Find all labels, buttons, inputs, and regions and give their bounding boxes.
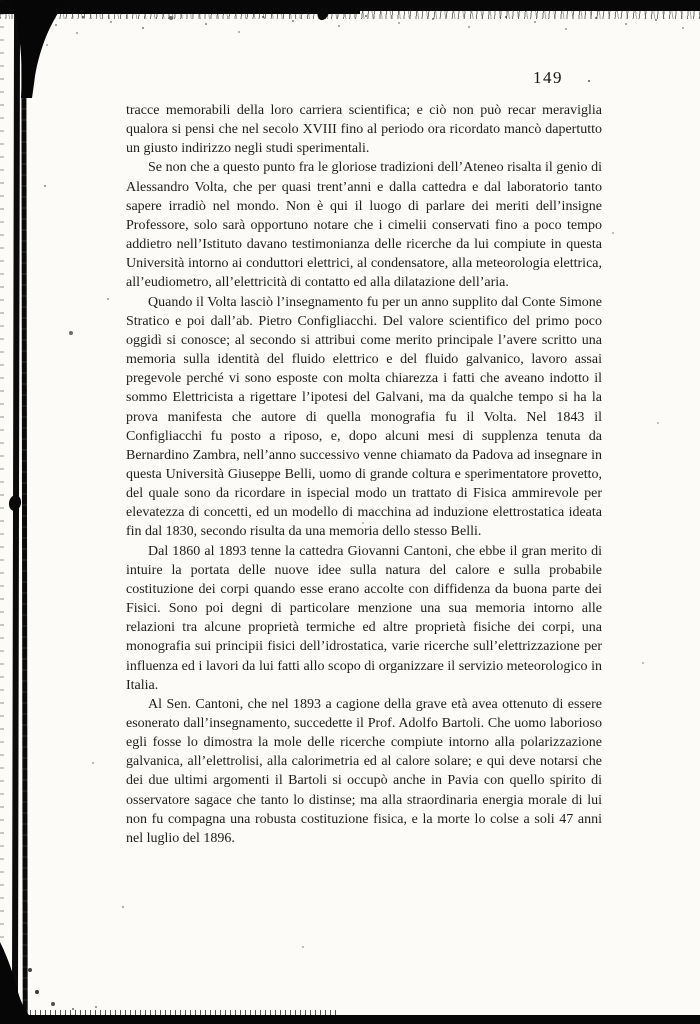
scan-edge-top xyxy=(0,0,700,11)
body-text xyxy=(126,101,602,848)
binding-gutter-line-outer xyxy=(12,0,20,1024)
binding-gutter-line-inner xyxy=(21,0,27,1024)
paragraph-continuation: tracce memorabili della loro carriera scientifica; e ciò non può recar meraviglia qualora si pensi che nel secolo XVIII fino al periodo ora ricordato mancò dapertutto un giusto indirizzo negli studi sperimentali. xyxy=(126,103,602,157)
binding-gutter-knot xyxy=(8,494,23,512)
paragraph-volta: Se non che a questo punto fra le gloriose tradizioni dell’Ateneo risalta il genio di Alessandro Volta, che per quasi trent’anni e dalla cattedra e dal laboratorio tanto sapere irradiò nel mondo. Non è qui il luogo di parlare dei meriti dell’insigne Professore, solo sarà opportuno notare che i cimelii conservati fino a poco tempo addietro nell’Istituto davano testimonianza delle ricerche da lui compiute in questa Università intorno ai conduttori elettrici, al condensatore, alla meteorologia elettrica, all’eudiometro, all’elettricità di contatto ed alla dilatazione dell’aria. xyxy=(126,160,602,291)
film-edge-noise xyxy=(0,0,4,1024)
page-number: 149 xyxy=(533,68,563,87)
paragraph-configliacchi-belli: Quando il Volta lasciò l’insegnamento fu per un anno supplito dal Conte Simone Stratico e poi dall’ab. Pietro Configliacchi. Del valore scientifico del primo poco oggidì si conosce; al secondo si attribui come merito principale l’avere scritto una memoria sulla identità del fluido elettrico e del fluido galvanico, lavoro assai pregevole perché vi sono esposte con molta chiarezza i fatti che aveano indotto il sommo Elettricista a rigettare l’ipotesi del Galvani, ma da qualche tempo si ha la prova manifesta che autore di quella monografia fu il Volta. Nel 1843 il Configliacchi fu posto a riposo, e, dopo alcuni mesi di supplenza tenuta da Bernardino Zambra, nell’anno successivo venne chiamato da Padova ad insegnare in questa Università Giuseppe Belli, uomo di grande coltura e sperimentatore provetto, del quale sono da ricordare in ispecial modo un trattato di Fisica ammirevole per elevatezza di concetti, ed un modello di macchina ad induzione elettrostatica ideata fin dal 1830, secondo risulta da una memoria dello stesso Belli. xyxy=(126,294,602,540)
paragraph-bartoli: Al Sen. Cantoni, che nel 1893 a cagione della grave età avea ottenuto di essere esonerato dall’insegnamento, succedette il Prof. Adolfo Bartoli. Che uomo laborioso egli fosse lo dimostra la mole delle ricerche compiute intorno alla polarizzazione galvanica, all’elettrolisi, alla calorimetria ed al calore solare; e qui deve notarsi che dei due ultimi argomenti il Bartoli si occupò anche in Pavia con quello spirito di osservatore sagace che tanto lo distinse; ma alla straordinaria energia morale di lui non fu compagna una robusta costituzione fisica, e la morte lo colse a soli 47 anni nel luglio del 1896. xyxy=(126,696,602,846)
paragraph-cantoni: Dal 1860 al 1893 tenne la cattedra Giovanni Cantoni, che ebbe il gran merito di intuire la portata delle nuove idee sulla natura del calore e sulla probabile costituzione dei corpi quando esse erano accolte con diffidenza da buona parte dei Fisici. Sono poi degni di particolare menzione una sua memoria intorno alle relazioni tra alcune proprietà termiche ed altre proprietà fisiche dei corpi, una monografia sui principii fisici dell’idrostatica, varie ricerche sull’elettrizzazione per influenza ed i lavori da lui fatti allo scopo di organizzare il servizio meteorologico in Italia. xyxy=(126,543,602,693)
scan-edge-bottom xyxy=(0,1015,700,1024)
scan-speckles xyxy=(0,0,2,2)
